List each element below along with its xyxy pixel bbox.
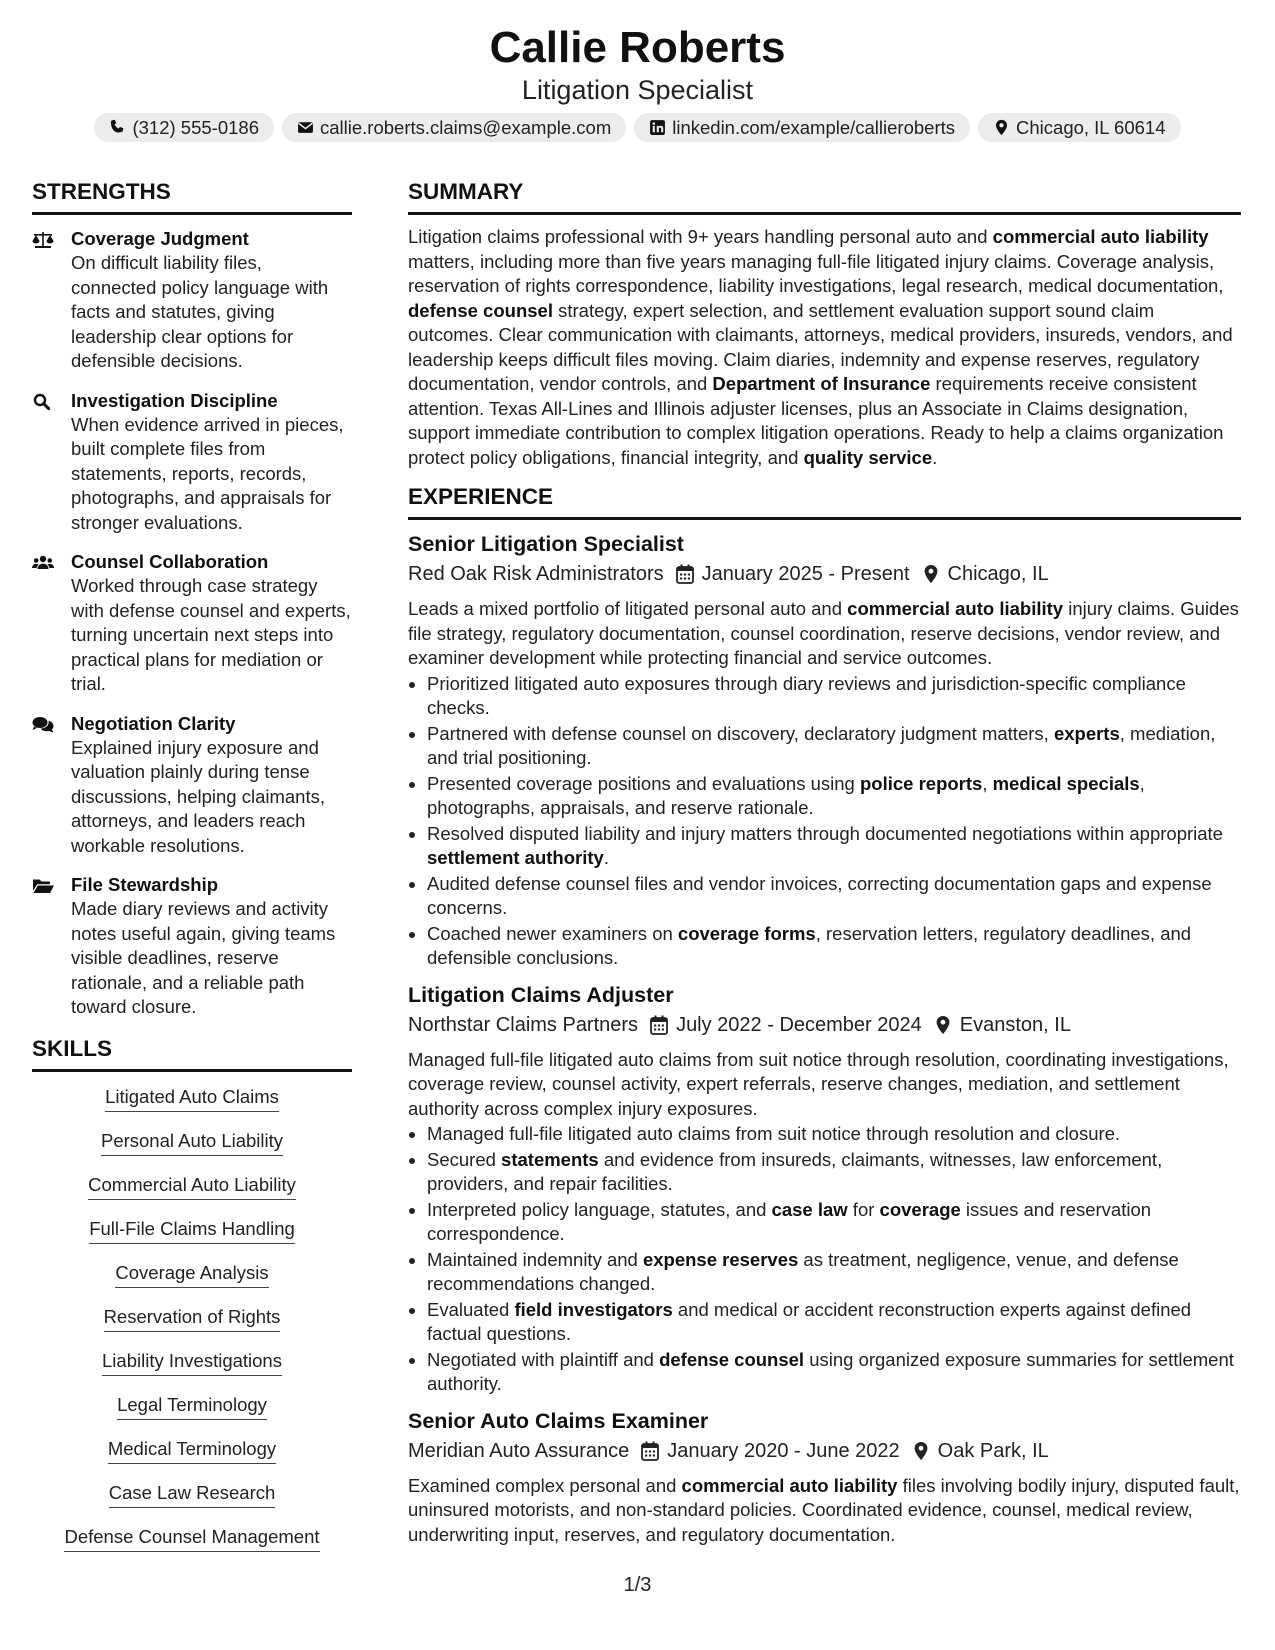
job-dates: July 2022 - December 2024 [676, 1013, 922, 1036]
strength-text: Worked through case strategy with defense counsel and experts, turning uncertain next steps into practical plans for mediation or trial. [71, 575, 351, 694]
strengths-list [32, 227, 352, 1020]
text-run: injury claims. Guides file strategy, regulatory documentation, counsel coordination, reserve decisions, vendor review, and examiner development while protecting financial and service outcomes. [408, 598, 1239, 668]
bold-phrase: statements [501, 1148, 599, 1170]
skill-item: Personal Auto Liability [101, 1129, 283, 1156]
text-run: , reservation letters, regulatory deadlines, and defensible conclusions. [427, 922, 1192, 968]
skills-heading: SKILLS [32, 1035, 352, 1072]
strength-text: Made diary reviews and activity notes useful again, giving teams visible deadlines, reserve rationale, and a reliable path toward closure. [71, 898, 336, 1017]
summary-text [408, 225, 1241, 470]
strength-text: When evidence arrived in pieces, built complete files from statements, reports, records, photographs, and appraisals for stronger evaluations. [71, 413, 344, 533]
text-run: Negotiated with plaintiff and [427, 1348, 660, 1370]
job-meta [408, 1437, 1241, 1465]
chat-bubbles-icon [32, 716, 54, 734]
contact-bar [0, 113, 1275, 142]
bullet-item [427, 1248, 1241, 1297]
bullet-item [427, 1348, 1241, 1397]
strength-text: Explained injury exposure and valuation plainly during tense discussions, helping claimants, attorneys, and leaders reach workable resolutions. [71, 736, 325, 856]
contact-linkedin[interactable] [634, 113, 970, 142]
text-run: matters, including more than five years managing full-file litigated injury claims. Coverage analysis, reservation of rights correspondence, liability investigations, legal research, medical documentation, [408, 250, 1224, 296]
bold-phrase: commercial auto liability [847, 598, 1064, 619]
contact-phone-text: (312) 555-0186 [132, 116, 259, 138]
text-run: using organized exposure summaries for settlement authority. [427, 1348, 1234, 1394]
text-run: Maintained indemnity and [427, 1248, 643, 1270]
bullet-item [427, 822, 1241, 871]
bold-phrase: defense counsel [659, 1348, 805, 1370]
text-run: Examined complex personal and [408, 1474, 682, 1496]
strength-title: Negotiation Clarity [71, 712, 236, 734]
bold-phrase: medical specials [992, 772, 1140, 794]
bullet-item [427, 722, 1241, 771]
strength-item [32, 712, 352, 859]
bold-phrase: expense reserves [642, 1248, 799, 1270]
job-company: Red Oak Risk Administrators [408, 563, 664, 585]
bold-phrase: experts [1053, 722, 1120, 744]
skill-item: Coverage Analysis [115, 1261, 268, 1288]
skill-item: Medical Terminology [108, 1437, 276, 1464]
skill-item: Legal Terminology [117, 1393, 267, 1420]
bullet-item [427, 922, 1241, 971]
strength-title: Counsel Collaboration [71, 551, 269, 572]
page-number: 1/3 [623, 1574, 652, 1596]
strength-item [32, 550, 352, 697]
contact-location [978, 113, 1180, 142]
job-entry [408, 529, 1241, 971]
bold-phrase: field investigators [514, 1298, 673, 1320]
contact-linkedin-text: linkedin.com/example/callieroberts [672, 116, 956, 138]
map-pin-icon [922, 564, 940, 584]
text-run: Managed full-file litigated auto claims from suit notice through resolution and closure. [427, 1123, 1121, 1144]
map-pin-icon [934, 1015, 952, 1035]
text-run: files involving bodily injury, disputed fault, uninsured motorists, and non-standard policies. Coordinated evidence, counsel, medical review, underwriting input, reserves, and regulatory documentation. [408, 1474, 1240, 1545]
envelope-icon [297, 119, 314, 136]
skill-item: Commercial Auto Liability [88, 1173, 296, 1200]
text-run: as treatment, negligence, venue, and defense recommendations changed. [427, 1248, 1179, 1294]
strength-title: File Stewardship [71, 874, 219, 895]
strength-text: On difficult liability files, connected policy language with facts and statutes, giving leadership clear options for defensible decisions. [71, 252, 329, 371]
bullet-item [427, 672, 1241, 721]
calendar-icon [641, 1441, 659, 1461]
map-pin-icon [912, 1441, 930, 1461]
text-run: Interpreted policy language, statutes, and [427, 1198, 772, 1220]
bullet-item [427, 1148, 1241, 1197]
text-run: Litigation claims professional with 9+ years handling personal auto and [408, 226, 993, 247]
folder-open-icon [32, 877, 54, 895]
bold-phrase: settlement authority [427, 847, 604, 868]
scale-icon [32, 231, 54, 249]
resume-header [0, 22, 1275, 106]
text-run: Coached newer examiners on [427, 922, 678, 944]
bold-phrase: commercial auto liability [681, 1474, 898, 1496]
contact-phone [94, 113, 274, 142]
bold-phrase: commercial auto liability [992, 226, 1209, 247]
strength-title: Investigation Discipline [71, 389, 278, 411]
linkedin-icon [649, 119, 666, 136]
job-description [408, 1474, 1241, 1548]
bold-phrase: coverage forms [677, 922, 816, 944]
job-title: Senior Litigation Specialist [408, 532, 684, 556]
job-title: Senior Auto Claims Examiner [408, 1408, 709, 1433]
experience-heading: EXPERIENCE [408, 483, 1241, 520]
text-run: , photographs, appraisals, and reserve rationale. [427, 772, 1145, 818]
job-entry [408, 1406, 1241, 1548]
text-run: . [932, 446, 938, 468]
job-title: Litigation Claims Adjuster [408, 982, 674, 1007]
magnifier-icon [32, 393, 54, 411]
text-run: Prioritized litigated auto exposures through diary reviews and jurisdiction-specific compliance checks. [427, 672, 1186, 718]
text-run: for [847, 1198, 880, 1220]
job-dates: January 2025 - Present [701, 563, 910, 585]
text-run: Leads a mixed portfolio of litigated personal auto and [408, 598, 848, 619]
contact-email[interactable] [282, 113, 626, 142]
job-location: Oak Park, IL [937, 1439, 1049, 1462]
job-location: Evanston, IL [959, 1013, 1071, 1036]
text-run: and evidence from insureds, claimants, witnesses, law enforcement, providers, and repair facilities. [427, 1148, 1163, 1194]
text-run: and medical or accident reconstruction experts against defined factual questions. [427, 1298, 1192, 1344]
text-run: Managed full-file litigated auto claims from suit notice through resolution, coordinating investigations, coverage review, counsel activity, expert referrals, reserve changes, mediation, and settlement authority across complex injury exposures. [408, 1048, 1229, 1119]
text-run: Resolved disputed liability and injury matters through documented negotiations within appropriate [427, 822, 1223, 844]
skill-item: Defense Counsel Management [64, 1525, 319, 1552]
text-run: Presented coverage positions and evaluations using [427, 772, 860, 794]
bullet-item [427, 872, 1241, 921]
text-run: . [603, 847, 609, 868]
text-run: issues and reservation correspondence. [427, 1198, 1152, 1244]
job-company: Northstar Claims Partners [408, 1013, 639, 1036]
contact-location-text: Chicago, IL 60614 [1016, 116, 1166, 138]
skill-item: Full-File Claims Handling [89, 1217, 295, 1244]
job-company: Meridian Auto Assurance [408, 1439, 630, 1462]
bold-phrase: Department of Insurance [712, 373, 931, 394]
strength-title: Coverage Judgment [71, 228, 249, 249]
job-description [408, 597, 1241, 671]
calendar-icon [650, 1015, 668, 1035]
bullet-item [427, 772, 1241, 821]
skills-list [32, 1085, 352, 1569]
text-run: , mediation, and trial positioning. [427, 722, 1216, 768]
map-pin-icon [993, 119, 1010, 136]
strength-item [32, 389, 352, 536]
job-bullets [408, 1122, 1241, 1397]
bullet-item [427, 1198, 1241, 1247]
job-description [408, 1048, 1241, 1122]
candidate-title: Litigation Specialist [521, 75, 754, 105]
job-location: Chicago, IL [947, 563, 1049, 585]
job-meta [408, 560, 1241, 588]
right-column [408, 178, 1241, 1547]
bold-phrase: coverage [879, 1198, 961, 1220]
strengths-heading: STRENGTHS [32, 178, 352, 215]
bullet-item [427, 1122, 1241, 1147]
strength-item [32, 873, 352, 1020]
phone-icon [109, 119, 126, 136]
users-icon [32, 554, 54, 572]
bold-phrase: quality service [803, 446, 933, 468]
bullet-item [427, 1298, 1241, 1347]
text-run: requirements receive consistent attention. Texas All-Lines and Illinois adjuster licenses, plus an Associate in Claims designation, support immediate contribution to complex litigation operations. Ready to help a claims organization protect policy obligations, financial integrity, and [408, 373, 1224, 468]
text-run: Secured [427, 1148, 502, 1170]
job-entry [408, 980, 1241, 1397]
text-run: strategy, expert selection, and settlement evaluation support sound claim outcomes. Clear communication with claimants, attorneys, medical providers, insureds, vendors, and leadership keeps difficult files moving. Claim diaries, indemnity and expense reserves, regulatory documentation, vendor controls, and [408, 299, 1233, 394]
strength-item [32, 227, 352, 374]
left-column [32, 178, 352, 1569]
job-bullets [408, 672, 1241, 971]
job-dates: January 2020 - June 2022 [667, 1439, 900, 1462]
summary-heading: SUMMARY [408, 178, 1241, 215]
text-run: Audited defense counsel files and vendor invoices, correcting documentation gaps and expense concerns. [427, 872, 1212, 918]
skill-item: Liability Investigations [102, 1349, 282, 1376]
candidate-name: Callie Roberts [489, 23, 786, 72]
skill-item: Case Law Research [109, 1481, 276, 1508]
job-meta [408, 1011, 1241, 1039]
skill-item: Litigated Auto Claims [105, 1085, 279, 1112]
bold-phrase: case law [771, 1198, 848, 1220]
text-run: , [982, 772, 993, 794]
contact-email-text: callie.roberts.claims@example.com [320, 116, 612, 138]
text-run: Partnered with defense counsel on discovery, declaratory judgment matters, [427, 722, 1054, 744]
bold-phrase: police reports [859, 772, 983, 794]
calendar-icon [676, 564, 694, 584]
skill-item: Reservation of Rights [104, 1305, 281, 1332]
bold-phrase: defense counsel [408, 299, 553, 321]
text-run: Evaluated [427, 1298, 515, 1320]
